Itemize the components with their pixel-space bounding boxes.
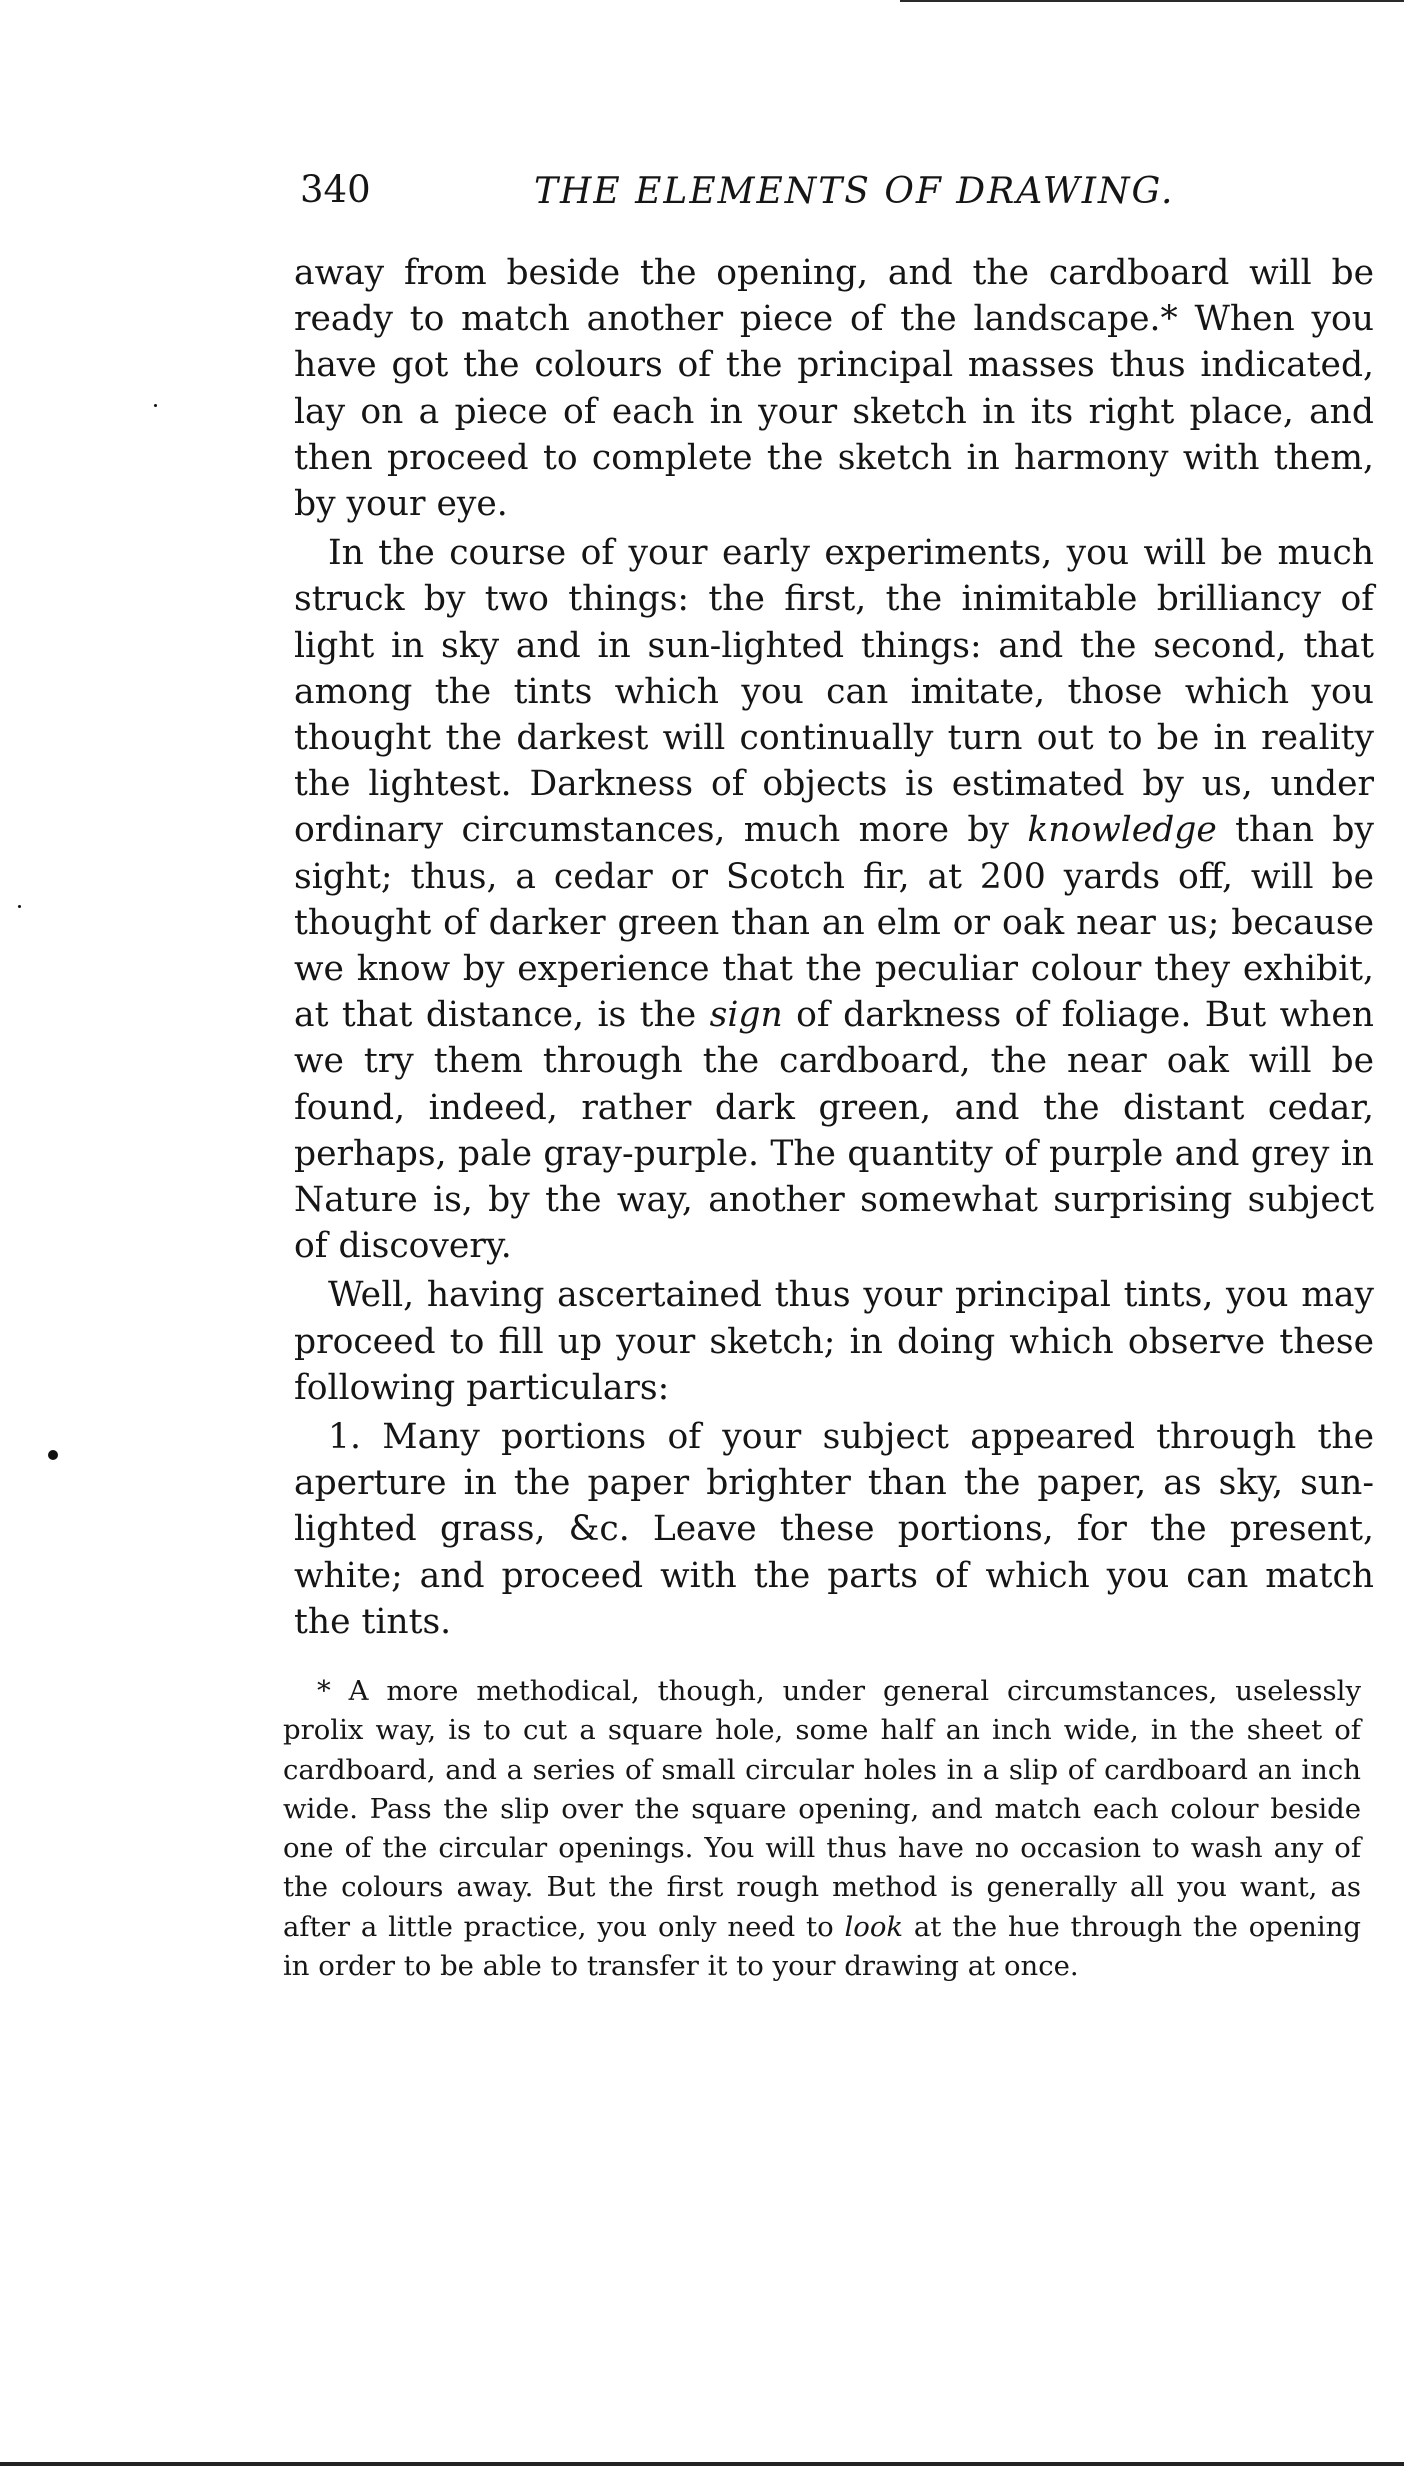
main-text (294, 250, 1374, 1645)
emphasis-look: look (844, 1910, 904, 1943)
margin-speck (154, 404, 157, 407)
margin-speck (48, 1450, 58, 1460)
footnote-text-part: * A more methodical, though, under general circumstances, uselessly prolix way, is to cut a square hole, some half an inch wide, in the sheet of cardboard, and a series of small circular holes in a slip of cardboard an inch wide. Pass the slip over the square opening, and match each colour beside one of the circular openings. You will thus have no occasion to wash any of the colours away. But the first rough method is generally all you want, as after a little practice, you only need to (283, 1675, 1361, 1943)
paragraph-principal-tints: Well, having ascertained thus your principal tints, you may proceed to fill up your sketch; in doing which observe these following particulars: (294, 1275, 1374, 1408)
footnote-text-part: at the hue through the opening in order to be able to transfer it to your drawing at once. (283, 1910, 1361, 1983)
footnote (283, 1672, 1361, 1986)
emphasis-sign: sign (709, 995, 783, 1036)
paragraph-text: In the course of your early experiments, you will be much struck by two things: the first, the inimitable brilliancy of light in sky and in sun-lighted things: and the second, that among the tints which you can imitate, those which you thought the darkest will continually turn out to be in reality the lightest. Darkness of objects is estimated by us, under ordinary circumstances, much more by (294, 533, 1374, 851)
emphasis-knowledge: knowledge (1027, 810, 1217, 851)
running-title: THE ELEMENTS OF DRAWING. (534, 171, 1175, 212)
paragraph-item-one: 1. Many portions of your subject appeared through the aperture in the paper brighter than the paper, as sky, sun-lighted grass, &c. Leave these portions, for the present, white; and proceed with the parts of which you can match the tints. (294, 1417, 1374, 1642)
paragraph-early-experiments (294, 530, 1374, 1269)
page-number: 340 (300, 168, 371, 211)
bottom-edge-rule (0, 2462, 1404, 2466)
paragraph-text: of darkness of foliage. But when we try them through the cardboard, the near oak will be found, indeed, rather dark green, and the distant cedar, perhaps, pale gray-purple. The quantity of purple and grey in Nature is, by the way, another somewhat surprising subject of discovery. (294, 995, 1375, 1267)
footnote-text (283, 1672, 1361, 1986)
page-header (300, 168, 1368, 218)
paragraph-continuation: away from beside the opening, and the cardboard will be ready to match another piece of the landscape.* When you have got the colours of the principal masses thus indicated, lay on a piece of each in your sketch in its right place, and then proceed to complete the sketch in harmony with them, by your eye. (294, 253, 1374, 525)
margin-speck (18, 905, 21, 908)
paragraph-text: than by sight; thus, a cedar or Scotch fir, at 200 yards off, will be thought of darker green than an elm or oak near us; because we know by experience that the peculiar colour they exhibit, at that distance, is the (294, 810, 1374, 1036)
top-edge-rule (900, 0, 1404, 2)
